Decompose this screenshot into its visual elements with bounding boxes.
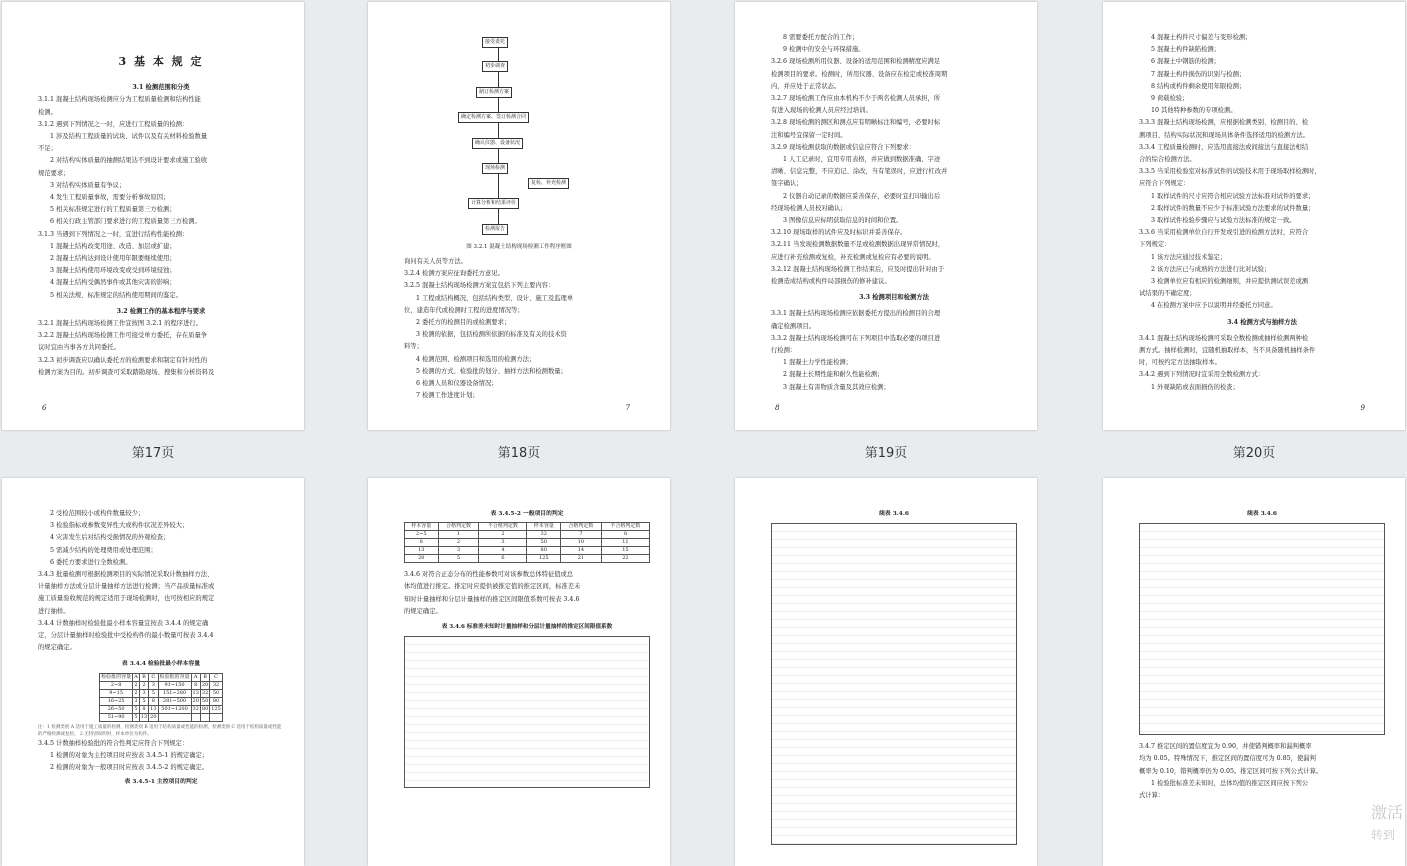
table-row [100,681,223,689]
text-line: 6 检测人员和仪器设备情况； [416,380,498,388]
text-line: 3 检测的依据，包括检测所依据的标准及有关的技术资 [416,331,567,339]
table-cell: 2~5 [405,531,439,539]
coefficient-table [404,636,650,788]
text-line: 4 混凝土构件尺寸偏差与变形检测； [1151,34,1252,41]
table-cell: 26~50 [100,705,133,713]
table-row [405,531,650,539]
table-cell [158,713,191,721]
table-cell: 8 [601,531,649,539]
table-cell: 3 [479,539,527,547]
table-cell: 20 [201,681,209,688]
text-line: 3.4.5 计数抽样检验批的符合性判定应符合下列规定： [38,739,189,747]
table-cell: 13 [405,547,439,555]
flowchart [368,2,670,252]
table-cell: 6 [479,555,527,563]
table-cell: 1 [438,531,479,539]
table-title: 表 3.4.4 检验批最小样本容量 [121,661,201,668]
text-line: 内，并应处于正常状态。 [771,82,841,90]
text-line: 不足； [38,145,57,153]
text-line: 概率为 0.10，错判概率仍为 0.05。推定区间可按下列公式计算。 [1139,767,1323,775]
general-item-table [404,522,650,563]
page-18[interactable] [368,2,670,430]
table-cell: 5 [134,705,138,712]
table-cell: 80 [201,705,209,712]
table-cell: C [210,673,223,681]
table-cell: 检验批的容量 [159,673,190,680]
text-line: 规范要求； [38,169,70,177]
flow-box: 复检、补充检测 [528,178,569,189]
text-line: 4 检测范围、检测项目和选用的检测方法； [416,355,536,363]
table-cell: 20 [405,555,439,563]
text-line: 下列规定： [1139,241,1171,249]
text-line: 3.3.5 当采用检验室对标准试件的试验技术用于现场取样检测时， [1139,168,1321,176]
text-line: 检测方案为目的。初步调查可采取踏勘现场、搜集和分析资料及 [38,368,215,376]
sample-size-table [99,673,223,722]
page-label[interactable]: 第20页 [1232,446,1276,461]
text-block [1139,32,1385,313]
table-title: 表 3.4.6 标准差未知时计量抽样和分层计量抽样的推定区间限值系数 [441,624,613,631]
table-cell: 2 [479,531,527,539]
table-cell: 51~90 [100,713,133,721]
text-line: 1 混凝土结构改变用途、改造、加层或扩建； [50,242,176,250]
text-line: 询问有关人员等方法。 [404,258,467,265]
text-line: 检测造成结构或构件局部损伤的修补建议。 [771,278,891,286]
text-line: 3.4.6 对符合正态分布的性能参数可对该参数总体特征值或总 [404,571,574,579]
text-line: 经现场检测人员校对确认； [771,204,847,212]
page-label[interactable]: 第19页 [864,446,908,461]
text-line: 检测项目的要求。检测时，所用仪器、设备应在检定或校准周期 [771,70,948,78]
flow-box: 初步调查 [482,61,508,72]
text-block [404,569,650,618]
table-cell: 3 [134,697,138,704]
flow-box: 计算分析和结果评价 [468,198,519,209]
text-line: 1 该方法应通过技术鉴定； [1151,253,1227,261]
table-cell: 125 [211,705,221,712]
table-cell: 80 [527,547,561,555]
text-line: 3.2.2 混凝土结构现场检测工作可接受单方委托，存在质量争 [38,332,208,340]
table-title: 续表 3.4.6 [879,511,909,517]
table-cell: 8 [139,705,148,713]
table-cell: 11 [601,539,649,547]
flow-box: 制订检测方案 [476,87,512,98]
table-cell: 14 [561,547,602,555]
text-line: 1 检测的对象为主控项目时应按表 3.4.5-1 的规定确定； [50,751,209,759]
text-line: 9 检测中的安全与环保措施。 [783,46,865,54]
table-cell: 50 [210,689,223,697]
table-cell: 不合格判定数 [479,523,527,531]
text-line: 1 工程或结构概况，包括结构类型、设计、施工及监理单 [416,294,574,302]
page-number: 6 [42,404,47,412]
flow-box: 现场检测 [482,163,508,174]
flow-box: 确认仪器、设备状况 [472,138,523,149]
table-row [405,555,650,563]
text-line: 3.4.2 遇到下列情况时宜采用全数检测方式： [1139,371,1265,379]
text-line: 4 混凝土结构受偶然事件或其他灾害的影响； [50,279,176,287]
text-line: 3.1.2 遇到下列情况之一时，应进行工程质量的检测： [38,120,189,128]
text-line: 3.1.3 当遇到下列情况之一时，宜进行结构性能检测： [38,230,189,238]
text-line: 5 需减少结构的处理费用或处理范围； [50,546,157,554]
table-title: 表 3.4.5-2 一般项目的判定 [490,511,564,517]
text-line: 6 混凝土中钢筋的检测； [1151,58,1220,66]
table-cell: 15 [601,547,649,555]
text-line: 计量抽样方法或分层计量抽样方法进行检测；当产品质量标准或 [38,583,215,591]
text-line: 4 发生工程质量事故，需要分析事故原因； [50,194,170,202]
text-line: 2 混凝土结构达到设计使用年限要继续使用； [50,255,176,263]
table-cell: 2 [139,681,148,689]
table-row [100,705,223,713]
table-cell: 32 [210,681,223,689]
page-20[interactable] [1103,2,1405,430]
table-cell: 3 [139,689,148,697]
table-cell: C [149,673,158,681]
text-line: 8 需要委托方配合的工作； [783,34,859,41]
text-block [38,738,284,775]
table-cell: 5 [139,697,148,705]
text-line: 清晰、信息完整，不应追记、涂改，当有笔误时，应进行杠改并 [771,168,948,176]
table-cell: 151~280 [158,689,191,697]
table-cell: 2 [134,681,138,688]
text-line: 知时计量抽样和分层计量抽样的推定区间限值系数可按表 3.4.6 [404,595,580,603]
page-19[interactable] [735,2,1037,430]
table-cell: 10 [561,539,602,547]
text-line: 体均值进行推定。推定时应提供被推定值的推定区间，标准差未 [404,583,581,591]
text-line: 2 委托方的检测目的或检测要求； [416,319,511,327]
text-line: 测方式。抽样检测时，宜随机抽取样本，当不具备随机抽样条件 [1139,347,1316,355]
table-cell: 80 [210,697,223,705]
table-row [100,697,223,705]
table-row [405,523,650,531]
text-line: 2 仪器自动记录的数据应妥善保存，必要时宜打印输出后 [783,192,941,200]
coefficient-table-continued [1139,523,1385,735]
text-line: 5 混凝土构件缺陷检测； [1151,46,1220,54]
text-line: 测项目、结构实际状况和现场具体条件选择适用的检测方法。 [1139,131,1310,139]
table-cell: 20 [150,713,157,720]
text-line: 议时宜由当事各方共同委托。 [38,344,120,352]
table-row [100,689,223,697]
page-24[interactable] [1103,478,1405,866]
table-cell: 合格判定数 [561,523,602,531]
text-line: 2 该方法应已与成熟的方法进行比对试验； [1151,265,1271,273]
table-cell: 8 [405,539,439,547]
text-line: 7 混凝土构件损伤的识别与检测； [1151,70,1246,78]
table-cell: 5 [438,555,479,563]
text-line: 3.2.5 混凝土结构现场检测方案宜包括下列主要内容： [404,282,555,290]
table-cell: B [200,673,209,681]
table-cell: 检验批的容量 [101,673,132,680]
text-line: 6 相关行政主管部门要求进行的工程质量第三方检测。 [50,218,201,226]
table-cell [191,713,200,721]
text-line: 2 取样试件的数量不应少于标准试验方法要求的试件数量； [1151,204,1315,212]
text-line: 3.2.12 混凝土结构现场检测工作结束后，应及时提出针对由于 [771,265,945,273]
text-line: 施工质量验收规范的规定适用于现场检测时，也可按相应的规定 [38,595,215,603]
table-cell: 50 [201,697,209,704]
table-cell: 3 [438,547,479,555]
text-block [38,508,284,654]
text-line: 3.4.4 计数抽样时检验批最小样本容量宜按表 3.4.4 的规定确 [38,619,209,627]
text-line: 3.1.1 混凝土结构现场检测应分为工程质量检测和结构性能 [38,96,201,104]
table-cell: 7 [561,531,602,539]
text-line: 1 外观缺陷或表面损伤的检查； [1151,383,1239,391]
table-cell: 16~25 [100,697,133,705]
text-line: 3.3.3 混凝土结构现场检测，应根据检测类别、检测目的、检 [1139,119,1309,127]
table-cell: 4 [479,547,527,555]
table-cell: 13 [192,689,199,696]
page-number: 9 [1360,404,1365,412]
table-cell: 32 [201,689,209,696]
table-cell: 样本容量 [405,523,439,531]
text-line: 3 混凝土结构使用环境改变或受到环境侵蚀； [50,267,176,275]
page-number: 8 [775,404,780,412]
section-title: 3.2 检测工作的基本程序与要求 [116,307,206,315]
text-line: 试结果的不确定度； [1139,290,1196,298]
page-23[interactable] [735,478,1037,866]
table-row [405,539,650,547]
table-cell: 50 [527,539,561,547]
table-cell: 22 [601,555,649,563]
text-line: 3.3.4 工程质量检测时，应选用直接法或间接法与直接法相结 [1139,143,1309,151]
table-row [100,713,223,721]
text-line: 4 在检测方案中应予以说明并经委托方同意。 [1151,302,1277,310]
text-line: 8 结构或构件剩余使用年限检测； [1151,82,1246,90]
text-line: 3 检验指标或参数变异性大或构件状况差异较大； [50,522,189,530]
text-line: 检测。 [38,108,57,116]
text-block [38,94,284,301]
text-block [1139,333,1385,394]
text-line: 3.2.1 混凝土结构现场检测工作宜按图 3.2.1 的程序进行。 [38,320,202,328]
text-line: 3.3.2 混凝土结构现场检测可在下列项目中选取必要的项目进 [771,334,941,342]
table-cell: 样本容量 [527,523,561,531]
table-cell: 91~150 [158,681,191,689]
table-row [405,547,650,555]
text-line: 进行抽样。 [38,607,70,615]
flow-box: 检测报告 [482,224,508,235]
table-cell: 2 [134,689,138,696]
text-line: 4 灾害发生后对结构受损情况的外观检查； [50,534,170,542]
text-line: 3.2.6 现场检测所用仪器、设备的适用范围和检测精度应满足 [771,58,941,66]
table-cell: 8 [149,697,158,705]
text-block [38,318,284,379]
text-line: 1 混凝土力学性能检测； [783,359,852,367]
text-line: 1 取样试件的尺寸应符合相应试验方法标准对试件的要求； [1151,192,1315,200]
table-cell: 21 [561,555,602,563]
text-line: 5 相关法规、标准规定的结构使用期间的鉴定。 [50,291,182,299]
text-line: 3.3.1 混凝土结构现场检测应依据委托方提出的检测目的合理 [771,310,941,318]
table-cell: A [134,673,138,680]
flow-box: 确定检测方案、签订检测合同 [458,112,529,123]
text-block [771,308,1017,393]
text-line: 3.2.7 现场检测工作应由本机构不少于两名检测人员承担，所 [771,95,941,103]
text-block [404,256,650,402]
text-line: 式计算： [1139,792,1165,800]
text-line: 有进入现场的检测人员应经过培训。 [771,107,872,115]
text-line: 3.2.10 现场取样的试件应及时标识并妥善保存。 [771,229,907,237]
text-line: 时，可按约定方法抽取样本。 [1139,359,1221,367]
text-line: 3.2.4 检测方案应征询委托方意见。 [404,270,504,278]
table-cell: 5 [149,689,158,697]
table-cell: 501~1200 [158,705,191,713]
text-line: 9 荷载检验； [1151,95,1189,103]
table-note: 注：1 检测类别 A 适用于施工质量的检测，检测类别 B 适用于结构质量或性能的检测，检测类别 C 适用于结构质量或性能的严格检测或复检。 2 无特别说明时，样本单位为构件。 [38,724,282,737]
text-line: 3.4.7 推定区间的置信度宜为 0.90，并使错判概率和漏判概率 [1139,743,1312,751]
text-line: 3.2.11 当发现检测数据数量不足或检测数据出现异常情况时， [771,241,945,249]
chapter-title: 3 基 本 规 定 [118,55,204,68]
page-label[interactable]: 第18页 [497,446,541,461]
text-line: 2 混凝土长期性能和耐久性能检测； [783,371,884,379]
text-line: 的规定确定。 [404,607,442,615]
text-line: 3.4.1 混凝土结构现场检测可采取全数检测或抽样检测两种检 [1139,334,1309,342]
table-cell [210,713,223,721]
page-22[interactable] [368,478,670,866]
text-line: 3.3.6 当采用检测单位自行开发或引进的检测方法时，应符合 [1139,229,1309,237]
table-cell: 2~8 [100,681,133,689]
text-line: 3 混凝土有害物质含量及其效应检测； [783,383,890,391]
text-line: 合的综合检测方法。 [1139,156,1196,164]
table-cell: 32 [192,705,199,712]
text-line: 确定检测项目。 [771,322,816,330]
table-cell [200,713,209,721]
table-cell: 5 [134,713,138,720]
table-title: 表 3.4.5-1 主控项目的判定 [124,779,198,786]
text-line: 3 取样试件检验步骤应与试验方法标准的规定一致。 [1151,217,1296,225]
text-line: 1 检验批标准差未知时，总体均值的推定区间应按下列公 [1151,779,1309,787]
table-cell: 20 [192,697,199,704]
table-cell: 不合格判定数 [601,523,649,531]
text-block [1139,741,1385,802]
text-line: 注和编号宜保留一定时间。 [771,131,847,139]
table-cell: 8 [191,681,200,689]
text-line: 签字确认； [771,180,803,188]
text-line: 5 相关标准规定进行的工程质量第三方检测； [50,206,176,214]
table-cell: 3 [149,681,158,689]
text-line: 定，分层计量抽样时检验批中受检构件的最小数量可按表 3.4.4 [38,632,214,640]
text-line: 应进行补充检测或复检，补充检测或复检应有必要的说明。 [771,253,935,261]
text-line: 均为 0.05。特殊情况下，推定区间的置信度可为 0.85，使漏判 [1139,755,1316,763]
text-line: 位，建造年代或检测时工程的进度情况等； [404,306,524,314]
table-cell: 13 [140,713,148,720]
text-line: 7 检测工作进度计划； [416,392,479,400]
flow-box: 接受委托 [482,37,508,48]
table-cell: A [191,673,200,681]
table-cell: 2 [438,539,479,547]
text-line: 6 委托方要求进行全数检测。 [50,558,132,566]
text-line: 2 检测的对象为一般项目时应按表 3.4.5-2 的规定确定。 [50,764,209,772]
text-block [771,32,1017,288]
table-cell: 125 [527,555,561,563]
text-line: 3.2.9 现场检测获取的数据或信息应符合下列要求： [771,143,915,151]
page-21[interactable] [2,478,304,866]
page-label[interactable]: 第17页 [131,446,175,461]
section-title: 3.3 检测项目和检测方法 [859,294,929,302]
text-line: 1 人工记录时，宜用专用表格，并应做到数据准确、字迹 [783,156,941,164]
table-cell: 13 [150,705,157,712]
section-title: 3.1 检测范围和分类 [132,84,190,92]
page-number: 7 [625,404,630,412]
table-cell: 281~500 [158,697,191,705]
text-line: 5 检测的方式、检验批的划分、抽样方法和检测数量； [416,367,567,375]
table-cell: 合格判定数 [438,523,479,531]
coefficient-table-continued [771,523,1017,845]
text-line: 3.2.8 现场检测的测区和测点应有明晰标注和编号，必要时标 [771,119,941,127]
text-line: 的规定确定。 [38,644,76,652]
text-line: 3 图像信息应标明获取信息的时间和位置。 [783,217,903,225]
figure-caption: 图 3.2.1 混凝土结构现场检测工作程序框图 [466,244,572,250]
table-cell: 32 [527,531,561,539]
activation-watermark: 激活 转到 [1370,803,1403,842]
table-cell: B [139,673,148,681]
text-line: 3.2.3 初步调查应以确认委托方的检测要求和制定有针对性的 [38,356,208,364]
section-title: 3.4 检测方式与抽样方法 [1227,318,1297,326]
text-line: 3.4.3 批量检测可根据检测项目的实际情况采取计数抽样方法、 [38,571,214,579]
page-17[interactable] [2,2,304,430]
text-line: 行检测： [771,347,797,355]
text-line: 2 受检范围较小或构件数量较少； [50,510,145,517]
text-line: 3 对结构实体质量有争议； [50,181,126,189]
text-line: 应符合下列规定： [1139,180,1190,188]
text-line: 10 其他特种参数的专项检测。 [1151,107,1237,115]
text-line: 2 对结构实体质量的抽测结果达不到设计要求或施工验收 [50,157,208,165]
table-row [100,673,223,681]
text-line: 料等； [404,343,423,351]
text-line: 1 涉及结构工程质量的试块、试件以及有关材料检验数量 [50,133,208,141]
text-line: 3 检测单位应有相应的检测细则，并应提供测试误差或测 [1151,278,1309,286]
table-cell: 9~15 [100,689,133,697]
table-title: 续表 3.4.6 [1247,511,1277,517]
